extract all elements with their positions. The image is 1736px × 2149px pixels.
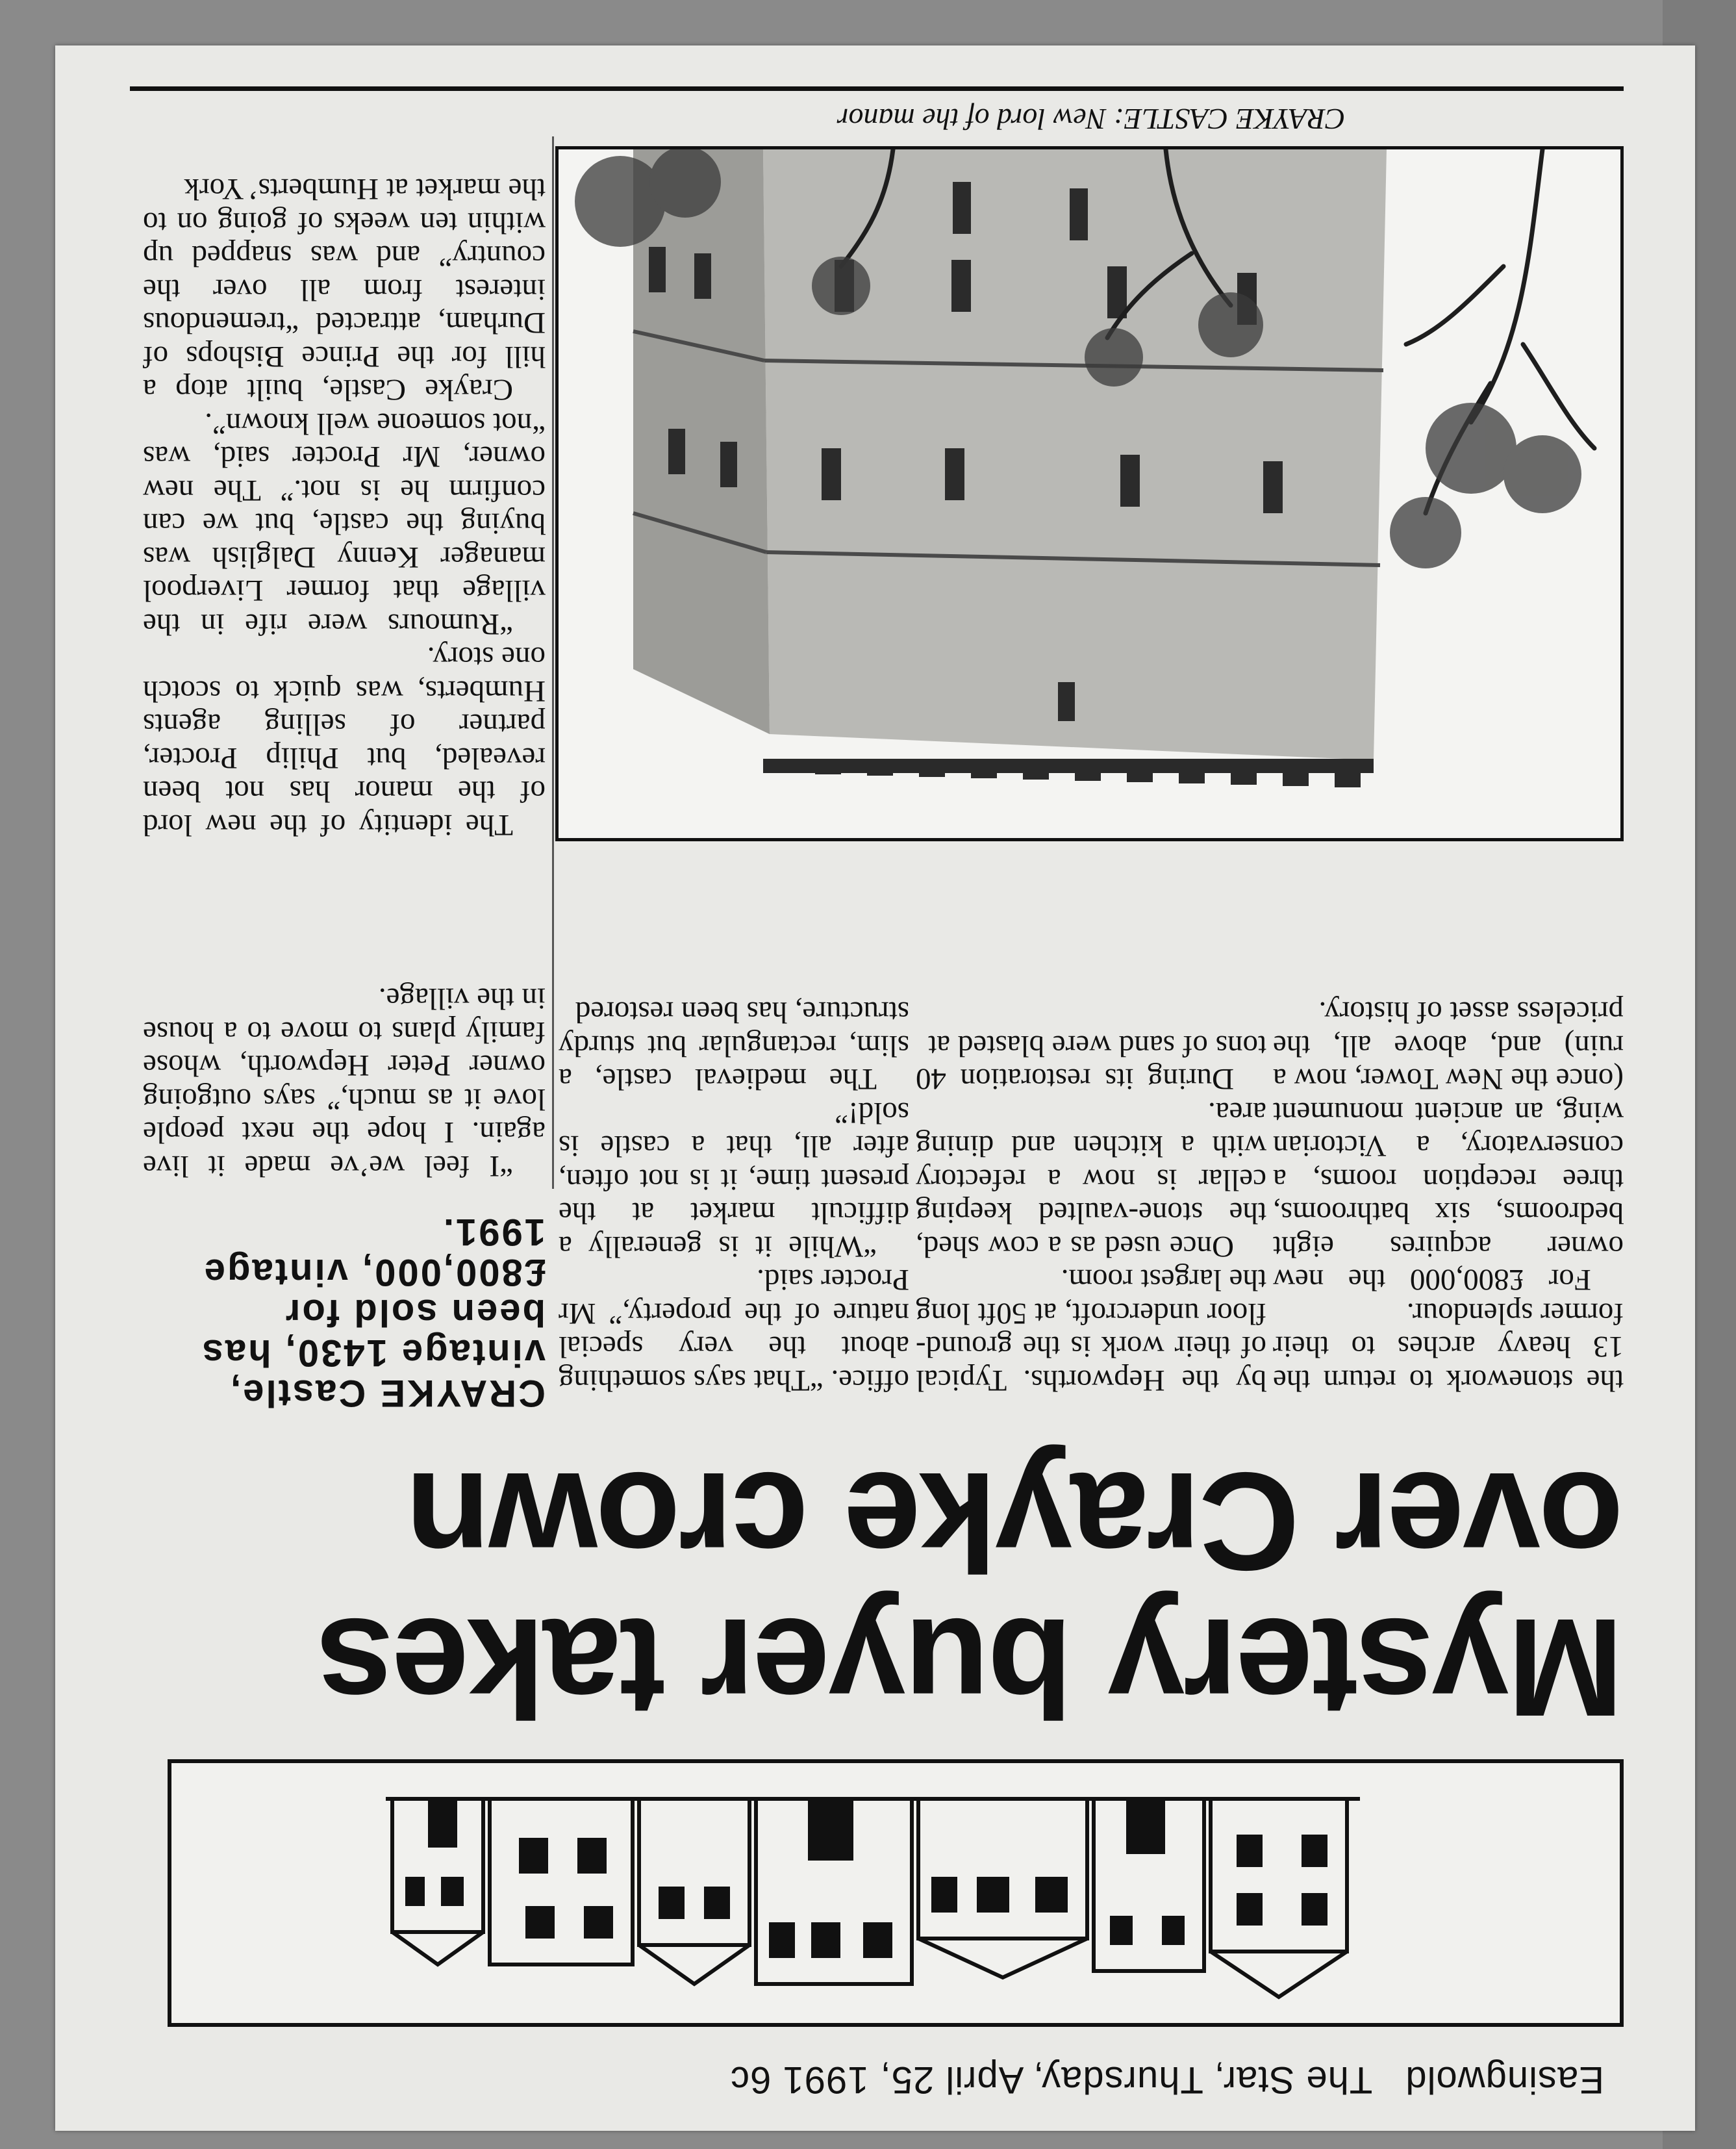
paragraph: Once used as a cow shed, the stone-vaulted keeping cellar is now a refectory with a kitchen and dining area. bbox=[916, 1096, 1266, 1264]
folio-paper-date: The Star, Thursday, April 25, 1991 6c bbox=[730, 2059, 1373, 2101]
article-column-2 bbox=[916, 1029, 1266, 1397]
paragraph: For £800,000 the new owner acquires eight bedrooms, six bathrooms, three reception rooms, a conservatory, a Victorian wing, an ancient monument (once the New Tower, now a ruin) and, above all, the priceless asset of history. bbox=[1273, 995, 1624, 1297]
paragraph: Crayke Castle, built atop a hill for the Prince Bishops of Durham, attracted “tremendous interest from all over the country” and was snapped up within ten weeks of going on to the market at Humberts’ York bbox=[143, 172, 546, 407]
caption-rule bbox=[130, 86, 1624, 91]
paragraph: The medieval castle, a slim, rectangular but sturdy structure, has been restored bbox=[559, 995, 909, 1097]
intro-paragraph: CRAYKE Castle, vintage 1430, has been sold for £800,000, vintage 1991. bbox=[200, 1211, 546, 1414]
photo-caption: CRAYKE CASTLE: New lord of the manor bbox=[837, 103, 1346, 136]
paragraph: by the Hepworths. Typical of their work is the ground-floor undercroft, at 50ft long the largest room. bbox=[916, 1263, 1266, 1397]
section-header-illustration bbox=[168, 1759, 1624, 2027]
paragraph: During its restoration 40 tons of sand were blasted at bbox=[916, 1029, 1266, 1097]
paragraph: The identity of the new lord of the manor has not been revealed, but Philip Procter, partner of selling agents Humberts, was quick to scotch one story. bbox=[143, 641, 546, 842]
folio-town: Easingwold bbox=[1405, 2059, 1604, 2101]
paragraph: office. “That says something about the very special nature of the property,” Mr Procter said. bbox=[559, 1263, 909, 1397]
folio-line bbox=[120, 2058, 1604, 2102]
article-column-3 bbox=[559, 995, 909, 1397]
village-street-drawing bbox=[171, 1763, 1620, 2023]
article-column-5 bbox=[143, 172, 546, 841]
newspaper-clipping bbox=[55, 45, 1695, 2131]
castle-photo bbox=[555, 146, 1624, 841]
paragraph: “Rumours were rife in the village that former Liverpool manager Kenny Dalglish was buying the castle, but we can confirm he is not.” The new owner, Mr Procter said, was “not someone well known”. bbox=[143, 407, 546, 641]
paragraph: “I feel we’ve made it live again. I hope the next people love it as much,” says outgoing owner Peter Hepworth, whose family plans to move to a house in the village. bbox=[143, 982, 546, 1183]
paragraph: the stonework to return the 13 heavy arches to their former splendour. bbox=[1273, 1297, 1624, 1397]
headline-line-2: over Crayke crown bbox=[407, 1443, 1624, 1600]
article-column-4 bbox=[143, 982, 546, 1182]
column-divider bbox=[552, 136, 554, 1189]
article-column-1 bbox=[1273, 995, 1624, 1397]
headline-line-1: Mystery buyer takes bbox=[318, 1590, 1624, 1746]
paragraph: “While it is generally a difficult market at the present time, it is not often, after all, that a castle is sold!” bbox=[559, 1096, 909, 1264]
headline bbox=[130, 1443, 1624, 1746]
castle-photo-drawing bbox=[559, 149, 1620, 838]
